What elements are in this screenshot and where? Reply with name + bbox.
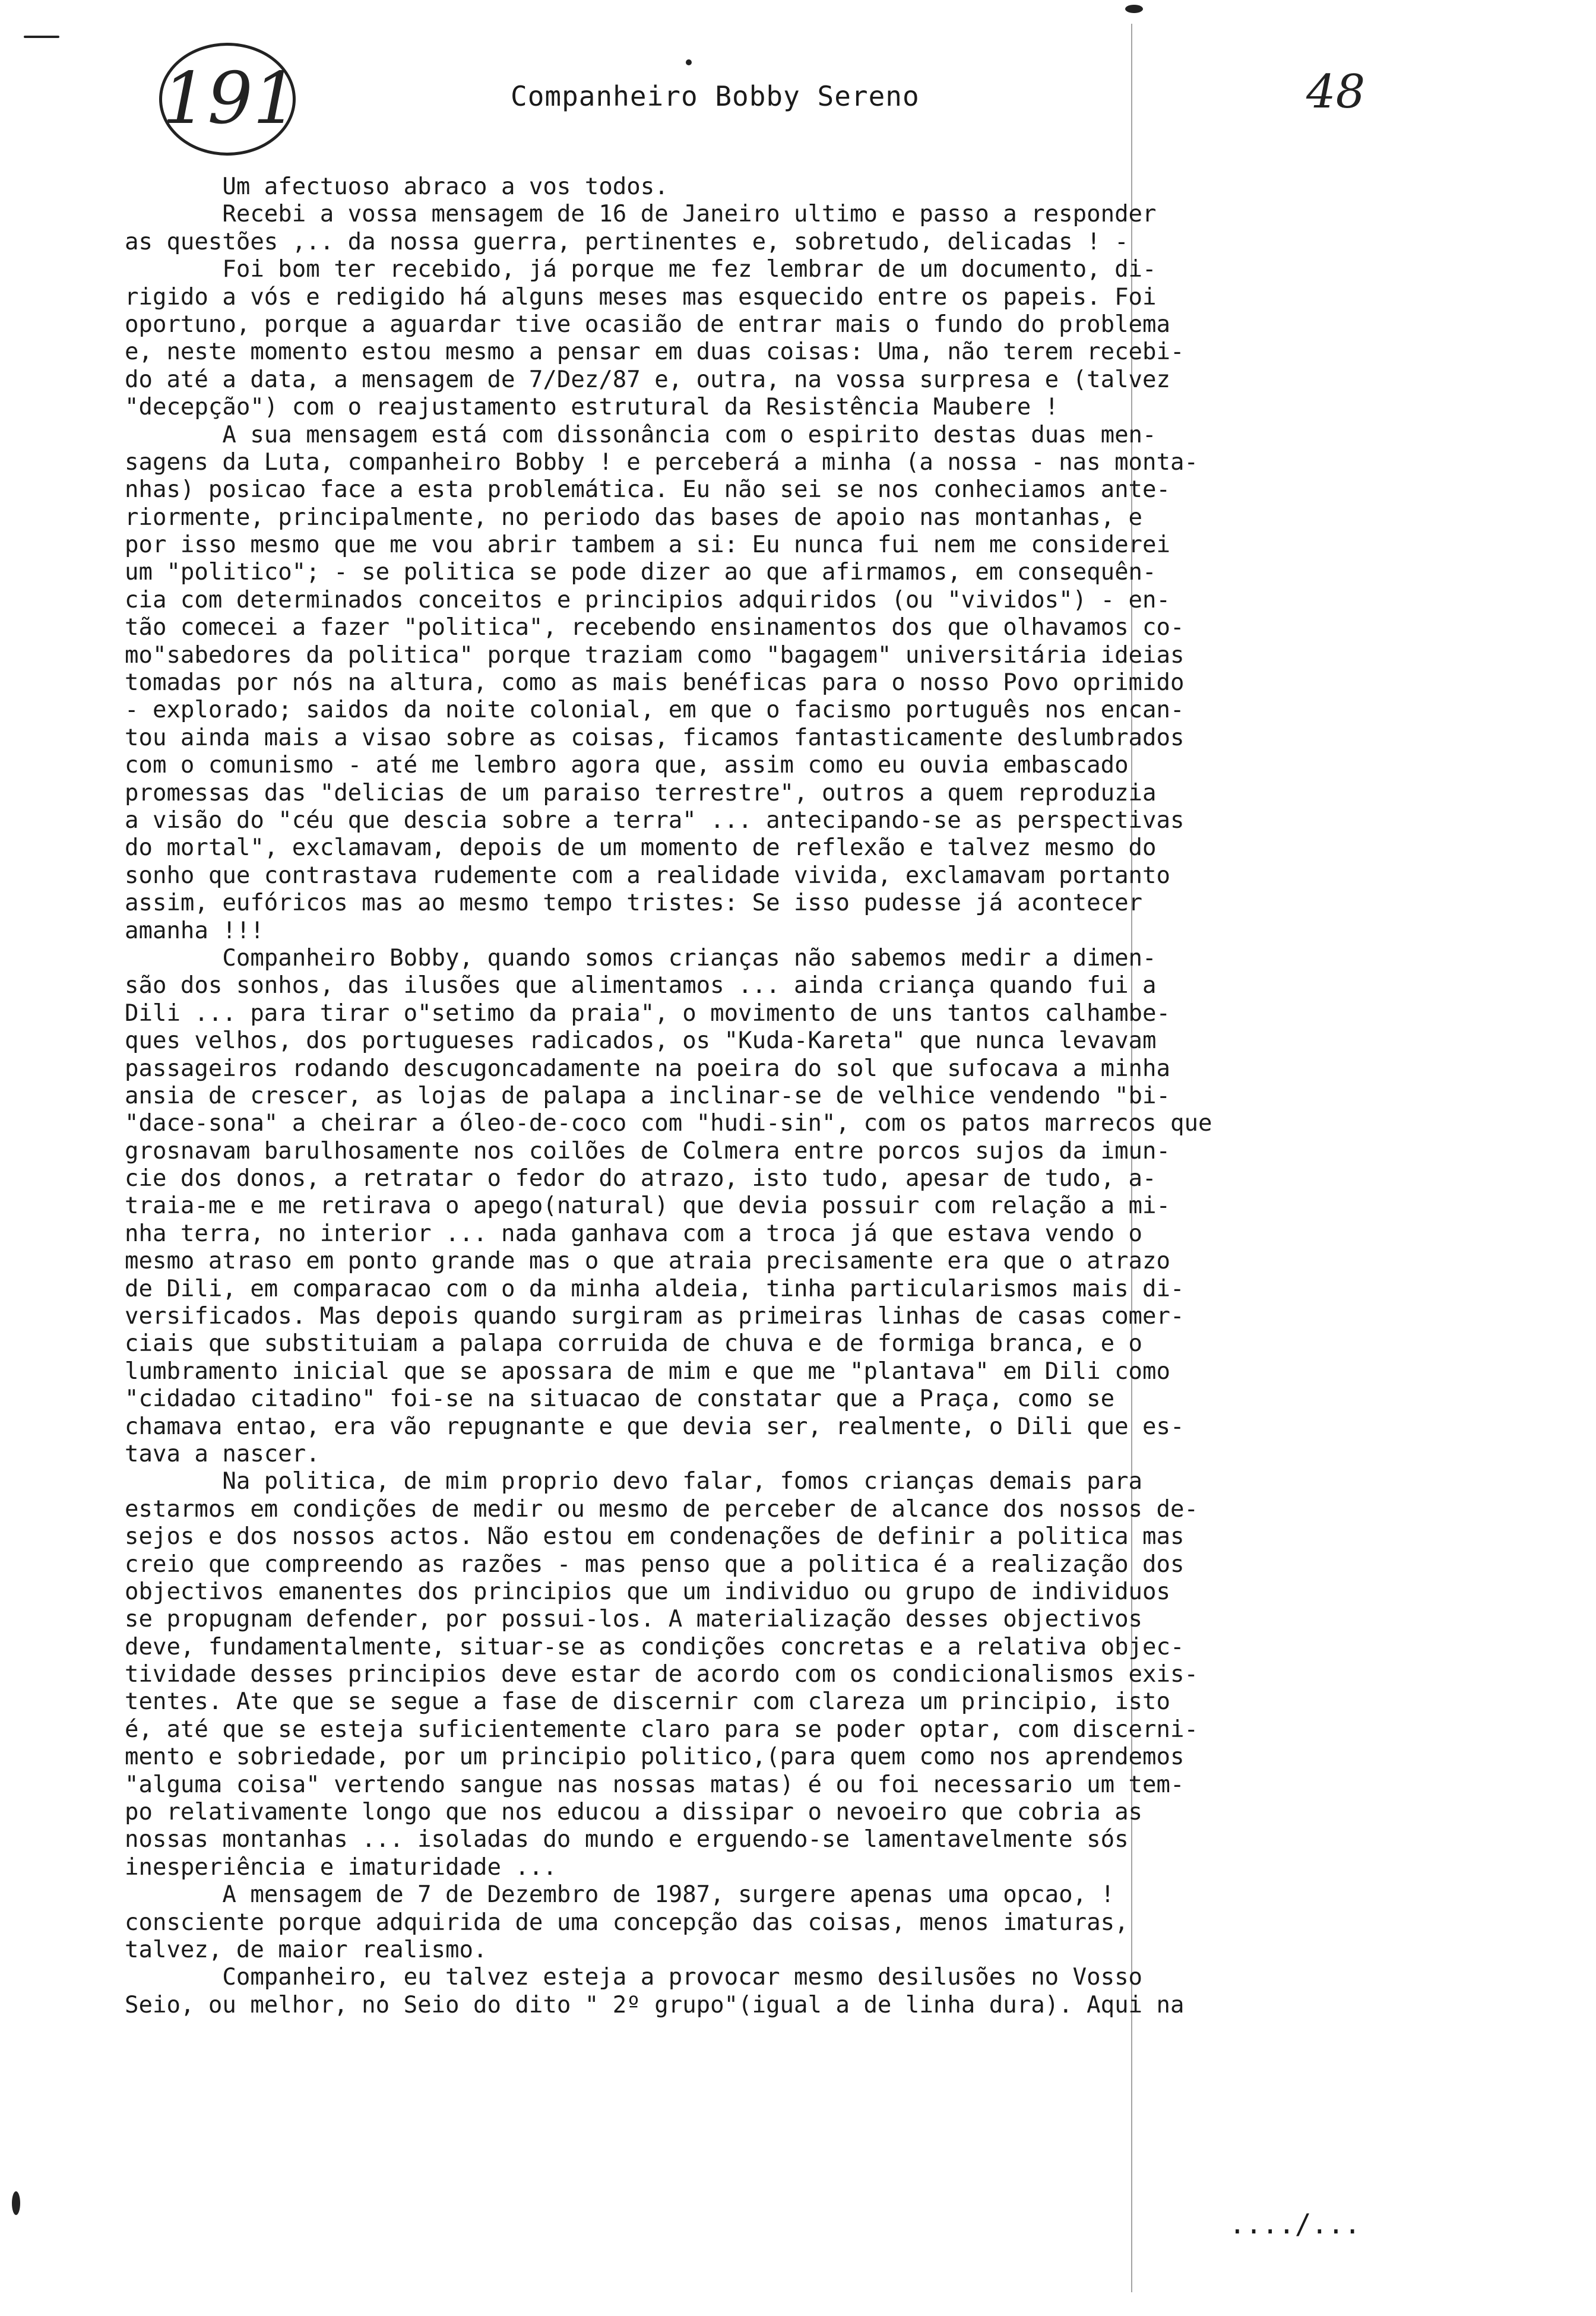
text-line: assim, eufóricos mas ao mesmo tempo tristes: Se isso pudesse já acontecer xyxy=(125,890,1143,917)
text-line: do mortal", exclamavam, depois de um momento de reflexão e talvez mesmo do xyxy=(125,834,1157,862)
text-line: mento e sobriedade, por um principio politico,(para quem como nos aprendemos xyxy=(125,1744,1185,1771)
text-line: passageiros rodando descugoncadamente na poeira do sol que sufocava a minha xyxy=(125,1055,1170,1082)
scan-speck xyxy=(1125,5,1143,13)
text-line: "alguma coisa" vertendo sangue nas nossas matas) é ou foi necessario um tem- xyxy=(125,1771,1185,1798)
scan-speck xyxy=(12,2191,20,2215)
text-line: estarmos em condições de medir ou mesmo de perceber de alcance dos nossos de- xyxy=(125,1495,1198,1523)
letter-body xyxy=(125,173,1490,2019)
text-line: nha terra, no interior ... nada ganhava com a troca já que estava vendo o xyxy=(125,1220,1143,1247)
scan-speck xyxy=(686,59,692,65)
text-line: deve, fundamentalmente, situar-se as condições concretas e a relativa objec- xyxy=(125,1633,1185,1660)
text-line: ques velhos, dos portugueses radicados, os "Kuda-Kareta" que nunca levavam xyxy=(125,1027,1157,1055)
text-line: mo"sabedores da politica" porque traziam como "bagagem" universitária ideias xyxy=(125,641,1185,669)
text-line: mesmo atraso em ponto grande mas o que atraia precisamente era que o atrazo xyxy=(125,1248,1170,1275)
text-line: Recebi a vossa mensagem de 16 de Janeiro ultimo e passo a responder xyxy=(125,201,1157,228)
text-line: sejos e dos nossos actos. Não estou em condenações de definir a politica mas xyxy=(125,1523,1185,1551)
text-line: A sua mensagem está com dissonância com o espirito destas duas men- xyxy=(125,421,1157,448)
text-line: e, neste momento estou mesmo a pensar em duas coisas: Uma, não terem recebi- xyxy=(125,338,1185,366)
text-line: grosnavam barulhosamente nos coilões de Colmera entre porcos sujos da imun- xyxy=(125,1137,1170,1165)
continuation-mark: ..../... xyxy=(1229,2208,1361,2240)
text-line: A mensagem de 7 de Dezembro de 1987, surgere apenas uma opcao, ! xyxy=(125,1881,1115,1909)
page-title: Companheiro Bobby Sereno xyxy=(511,80,920,112)
text-line: tava a nascer. xyxy=(125,1440,320,1467)
text-line: traia-me e me retirava o apego(natural) que devia possuir com relação a mi- xyxy=(125,1192,1170,1220)
text-line: creio que compreendo as razões - mas penso que a politica é a realização dos xyxy=(125,1551,1185,1578)
text-line: lumbramento inicial que se apossara de mim e que me "plantava" em Dili como xyxy=(125,1358,1170,1385)
text-line: inesperiência e imaturidade ... xyxy=(125,1853,557,1881)
text-line: as questões ,.. da nossa guerra, pertinentes e, sobretudo, delicadas ! - xyxy=(125,228,1129,255)
text-line: tou ainda mais a visao sobre as coisas, ficamos fantasticamente deslumbrados xyxy=(125,724,1185,751)
text-line: chamava entao, era vão repugnante e que devia ser, realmente, o Dili que es- xyxy=(125,1413,1185,1440)
text-line: versificados. Mas depois quando surgiram as primeiras linhas de casas comer- xyxy=(125,1303,1185,1330)
text-line: - explorado; saidos da noite colonial, em que o facismo português nos encan- xyxy=(125,697,1185,724)
text-line: ansia de crescer, as lojas de palapa a inclinar-se de velhice vendendo "bi- xyxy=(125,1082,1170,1109)
text-line: po relativamente longo que nos educou a dissipar o nevoeiro que cobria as xyxy=(125,1799,1143,1826)
text-line: Dili ... para tirar o"setimo da praia", o movimento de uns tantos calhambe- xyxy=(125,999,1170,1027)
text-line: tentes. Ate que se segue a fase de discernir com clareza um principio, isto xyxy=(125,1688,1170,1716)
text-line: cie dos donos, a retratar o fedor do atrazo, isto tudo, apesar de tudo, a- xyxy=(125,1165,1157,1192)
text-line: é, até que se esteja suficientemente claro para se poder optar, com discerni- xyxy=(125,1716,1198,1743)
scan-speck xyxy=(24,36,59,38)
text-line: sonho que contrastava rudemente com a realidade vivida, exclamavam portanto xyxy=(125,862,1170,889)
text-line: oportuno, porque a aguardar tive ocasião de entrar mais o fundo do problema xyxy=(125,311,1170,338)
text-line: Foi bom ter recebido, já porque me fez lembrar de um documento, di- xyxy=(125,256,1157,283)
text-line: consciente porque adquirida de uma concepção das coisas, menos imaturas, xyxy=(125,1909,1129,1936)
text-line: são dos sonhos, das ilusões que alimentamos ... ainda criança quando fui a xyxy=(125,972,1157,999)
text-line: Na politica, de mim proprio devo falar, fomos crianças demais para xyxy=(125,1468,1143,1495)
text-line: Companheiro Bobby, quando somos crianças não sabemos medir a dimen- xyxy=(125,944,1157,972)
text-line: riormente, principalmente, no periodo das bases de apoio nas montanhas, e xyxy=(125,504,1143,531)
text-line: nhas) posicao face a esta problemática. Eu não sei se nos conheciamos ante- xyxy=(125,476,1170,504)
text-line: do até a data, a mensagem de 7/Dez/87 e, outra, na vossa surpresa e (talvez xyxy=(125,366,1170,393)
text-line: objectivos emanentes dos principios que um individuo ou grupo de individuos xyxy=(125,1578,1170,1605)
text-line: rigido a vós e redigido há alguns meses mas esquecido entre os papeis. Foi xyxy=(125,283,1157,311)
text-line: Um afectuoso abraco a vos todos. xyxy=(125,173,669,200)
text-line: um "politico"; - se politica se pode dizer ao que afirmamos, em consequên- xyxy=(125,559,1157,586)
text-line: cia com determinados conceitos e principios adquiridos (ou "vividos") - en- xyxy=(125,586,1170,613)
text-line: Seio, ou melhor, no Seio do dito " 2º grupo"(igual a de linha dura). Aqui na xyxy=(125,1991,1185,2018)
text-line: por isso mesmo que me vou abrir tambem a si: Eu nunca fui nem me considerei xyxy=(125,531,1170,559)
text-line: tomadas por nós na altura, como as mais benéficas para o nosso Povo oprimido xyxy=(125,669,1185,697)
text-line: Companheiro, eu talvez esteja a provocar mesmo desilusões no Vosso xyxy=(125,1964,1143,1991)
text-line: promessas das "delicias de um paraiso terrestre", outros a quem reproduzia xyxy=(125,779,1157,806)
text-line: de Dili, em comparacao com o da minha aldeia, tinha particularismos mais di- xyxy=(125,1275,1185,1302)
page-number: 48 xyxy=(1306,65,1366,119)
text-line: "decepção") com o reajustamento estrutural da Resistência Maubere ! xyxy=(125,394,1059,421)
text-line: tividade desses principios deve estar de acordo com os condicionalismos exis- xyxy=(125,1661,1198,1688)
text-line: sagens da Luta, companheiro Bobby ! e perceberá a minha (a nossa - nas monta- xyxy=(125,448,1198,476)
folio-number-circled: 191 xyxy=(159,43,296,156)
text-line: tão comecei a fazer "politica", recebendo ensinamentos dos que olhavamos co- xyxy=(125,614,1185,641)
text-line: talvez, de maior realismo. xyxy=(125,1937,487,1963)
text-line: a visão do "céu que descia sobre a terra" ... antecipando-se as perspectivas xyxy=(125,806,1185,834)
text-line: "cidadao citadino" foi-se na situacao de constatar que a Praça, como se xyxy=(125,1385,1115,1413)
text-line: nossas montanhas ... isoladas do mundo e erguendo-se lamentavelmente sós xyxy=(125,1826,1129,1853)
text-line: ciais que substituiam a palapa corruida de chuva e de formiga branca, e o xyxy=(125,1330,1143,1358)
text-line: amanha !!! xyxy=(125,917,264,944)
text-line: se propugnam defender, por possui-los. A materialização desses objectivos xyxy=(125,1606,1143,1633)
text-line: "dace-sona" a cheirar a óleo-de-coco com "hudi-sin", com os patos marrecos que xyxy=(125,1110,1212,1137)
text-line: com o comunismo - até me lembro agora que, assim como eu ouvia embascado xyxy=(125,752,1129,779)
